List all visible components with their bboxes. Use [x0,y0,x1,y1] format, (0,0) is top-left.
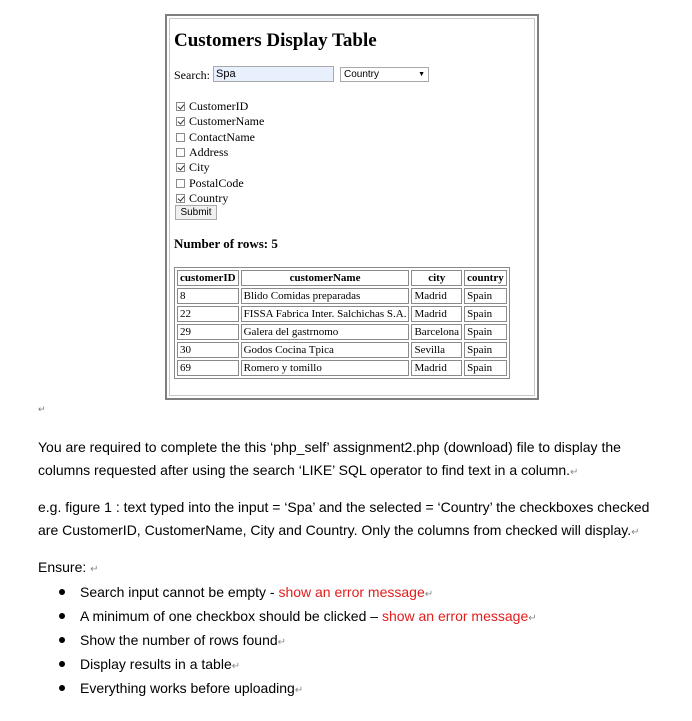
paragraph-mark-icon: ↵ [38,404,46,414]
table-header-row [177,270,507,286]
table-cell: Spain [464,324,507,340]
table-cell: Madrid [411,360,462,376]
paragraph-mark-icon: ↵ [570,467,579,478]
table-cell: Sevilla [411,342,462,358]
table-cell: Romero y tomillo [241,360,410,376]
checkbox-label: PostalCode [189,175,244,190]
table-cell: Madrid [411,306,462,322]
checkbox-label: Country [189,190,229,205]
table-cell: 29 [177,324,239,340]
table-cell: Barcelona [411,324,462,340]
search-input[interactable] [213,66,334,82]
paragraph-mark-icon: ↵ [631,527,640,538]
requirements-list [38,581,668,701]
table-cell: 22 [177,306,239,322]
results-table [174,267,510,379]
table-cell: Godos Cocina Tpica [241,342,410,358]
column-select[interactable] [340,67,429,82]
checkbox-list [176,99,264,206]
list-item [38,605,668,629]
table-cell: Spain [464,306,507,322]
table-cell: 69 [177,360,239,376]
submit-button[interactable]: Submit [175,205,217,220]
table-cell: Blido Comidas preparadas [241,288,410,304]
list-item [38,629,668,653]
checkbox-customername[interactable] [176,117,185,126]
ensure-heading [38,556,668,581]
list-item-text: Show the number of rows found [80,632,278,648]
instructions-document [38,436,668,701]
checkbox-row-country[interactable] [176,191,264,206]
checkbox-customerid[interactable] [176,102,185,111]
table-cell: Galera del gastrnomo [241,324,410,340]
table-row [177,342,507,358]
checkbox-label: CustomerName [189,114,265,129]
table-row [177,306,507,322]
checkbox-city[interactable] [176,163,185,172]
list-item [38,581,668,605]
paragraph-text: You are required to complete the this ‘php_self’ assignment2.php (download) file to display the columns requested after using the search ‘LIKE’ SQL operator to find text in a column. [38,439,621,478]
list-item-highlight: show an error message [381,608,529,624]
table-cell: Spain [464,288,507,304]
list-item [38,677,668,701]
table-row [177,360,507,376]
column-header: country [464,270,507,286]
checkbox-row-customerid[interactable] [176,99,264,114]
checkbox-row-postalcode[interactable] [176,175,264,190]
ensure-text: Ensure: [38,559,87,575]
example-paragraph [38,496,668,544]
checkbox-label: City [189,160,210,175]
checkbox-row-address[interactable] [176,145,264,160]
instructions-paragraph [38,436,668,484]
checkbox-label: CustomerID [189,99,249,114]
checkbox-label: ContactName [189,129,255,144]
table-row [177,288,507,304]
list-item-text: Everything works before uploading [80,680,295,696]
paragraph-mark-icon: ↵ [231,661,241,672]
paragraph-text: e.g. figure 1 : text typed into the input = ‘Spa’ and the selected = ‘Country’ the checkboxes checked are CustomerID, CustomerName, City and Country. Only the columns from checked will display. [38,499,650,538]
chevron-down-icon: ▼ [418,71,425,78]
paragraph-mark-icon: ↵ [90,564,99,575]
paragraph-mark-icon: ↵ [294,685,304,696]
checkbox-row-contactname[interactable] [176,130,264,145]
list-item-highlight: show an error message [278,584,425,600]
table-cell: Spain [464,360,507,376]
list-item-text: Display results in a table [80,656,232,672]
list-item [38,653,668,677]
column-header: customerName [241,270,410,286]
checkbox-row-customername[interactable] [176,114,264,129]
list-item-text: A minimum of one checkbox should be clicked – [80,608,382,624]
table-cell: Spain [464,342,507,358]
paragraph-mark-icon: ↵ [277,637,287,648]
table-row [177,324,507,340]
checkbox-row-city[interactable] [176,160,264,175]
table-cell: 30 [177,342,239,358]
list-item-text: Search input cannot be empty - [80,584,279,600]
table-cell: FISSA Fabrica Inter. Salchichas S.A. [241,306,410,322]
column-header: city [411,270,462,286]
table-cell: Madrid [411,288,462,304]
checkbox-label: Address [189,145,229,160]
page-title: Customers Display Table [174,30,377,51]
checkbox-country[interactable] [176,194,185,203]
paragraph-mark-icon: ↵ [528,613,537,624]
search-label: Search: [174,68,210,82]
paragraph-mark-icon: ↵ [424,589,434,600]
table-cell: 8 [177,288,239,304]
checkbox-contactname[interactable] [176,133,185,142]
checkbox-address[interactable] [176,148,185,157]
column-header: customerID [177,270,239,286]
checkbox-postalcode[interactable] [176,179,185,188]
rows-count: Number of rows: 5 [174,236,278,251]
column-select-value: Country [344,69,380,80]
